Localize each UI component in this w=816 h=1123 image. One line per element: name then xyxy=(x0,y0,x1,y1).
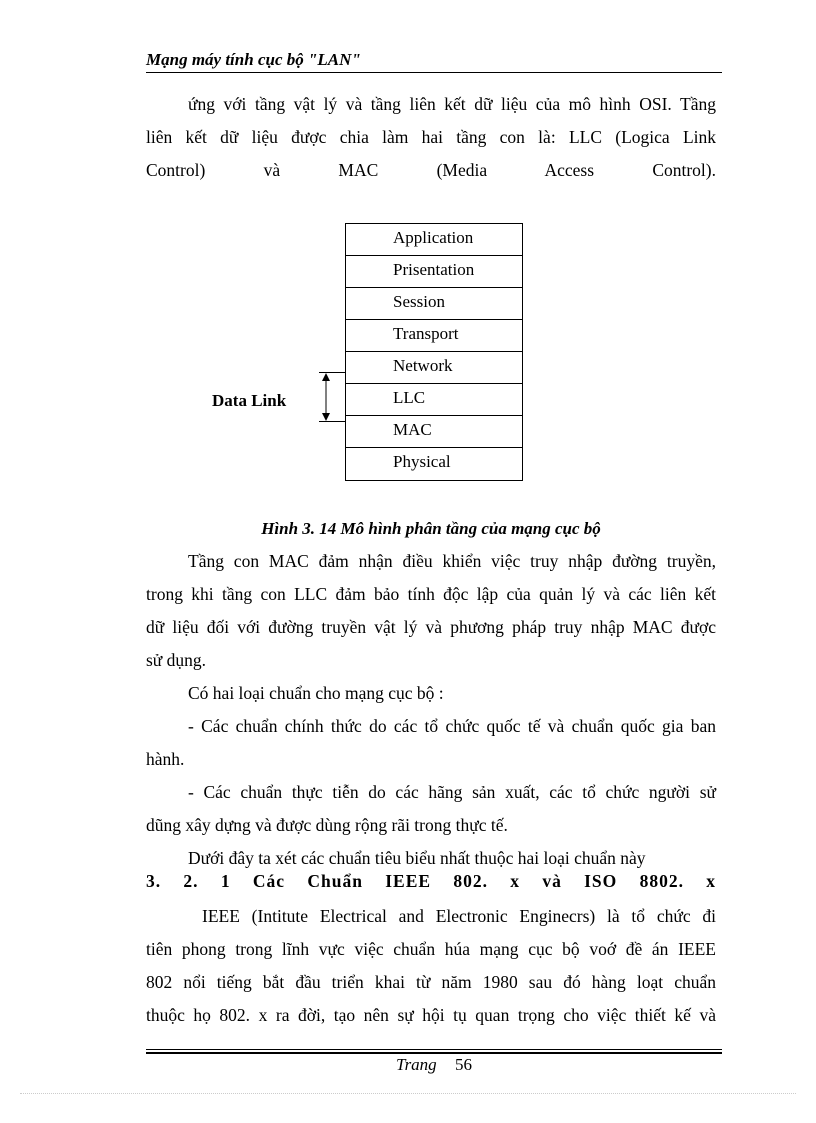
page-label: Trang xyxy=(396,1055,437,1074)
body-line: dữ liệu đối với đường truyền vật lý và phương pháp truy nhập MAC được xyxy=(146,617,716,637)
osi-layer-diagram xyxy=(345,223,523,481)
body-line: hành. xyxy=(146,749,185,769)
layer-llc: LLC xyxy=(346,384,522,416)
section-heading: 3. 2. 1 Các Chuẩn IEEE 802. x và ISO 8802. x xyxy=(146,871,716,891)
body-line: Tầng con MAC đảm nhận điều khiển việc truy nhập đường truyền, xyxy=(188,551,716,571)
footer-rule-thin xyxy=(146,1049,722,1050)
body-paragraph-4 xyxy=(146,776,716,842)
footer-rule-thick xyxy=(146,1052,722,1054)
body-line: - Các chuẩn chính thức do các tổ chức quốc tế và chuẩn quốc gia ban xyxy=(188,716,716,736)
layer-presentation: Prisentation xyxy=(346,256,522,288)
intro-line: liên kết dữ liệu được chia làm hai tầng con là: LLC (Logica Link xyxy=(146,127,716,147)
double-arrow-icon xyxy=(318,372,334,422)
layer-transport: Transport xyxy=(346,320,522,352)
layer-application: Application xyxy=(346,224,522,256)
datalink-label: Data Link xyxy=(212,391,287,410)
intro-line: Control) và MAC (Media Access Control). xyxy=(146,160,716,180)
layer-session: Session xyxy=(346,288,522,320)
page-footer xyxy=(146,1055,722,1075)
ieee-line: 802 nổi tiếng bắt đầu triển khai từ năm 1980 sau đó hàng loạt chuẩn xyxy=(146,972,716,992)
ieee-line: thuộc họ 802. x ra đời, tạo nên sự hội tụ quan trọng cho việc thiết kế và xyxy=(146,1005,716,1025)
body-line: - Các chuẩn thực tiễn do các hãng sản xuất, các tổ chức người sử xyxy=(188,782,716,802)
body-paragraph-2: Có hai loại chuẩn cho mạng cục bộ : xyxy=(188,683,444,703)
running-header: Mạng máy tính cục bộ "LAN" xyxy=(146,50,722,73)
figure-caption: Hình 3. 14 Mô hình phân tầng của mạng cục bộ xyxy=(261,519,601,538)
body-line: sử dụng. xyxy=(146,650,207,670)
intro-line: ứng với tầng vật lý và tầng liên kết dữ liệu của mô hình OSI. Tầng xyxy=(188,94,716,114)
ieee-paragraph xyxy=(146,900,716,1032)
body-line: trong khi tầng con LLC đảm bảo tính độc lập của quản lý và các liên kết xyxy=(146,584,716,604)
body-paragraph-3 xyxy=(146,710,716,776)
ieee-line: IEEE (Intitute Electrical and Electronic Enginecrs) là tổ chức đi xyxy=(202,906,716,926)
layer-mac: MAC xyxy=(346,416,522,448)
layer-network: Network xyxy=(346,352,522,384)
page-bottom-border xyxy=(20,1093,796,1094)
intro-paragraph xyxy=(146,88,716,187)
body-paragraph-1 xyxy=(146,545,716,677)
body-paragraph-5: Dưới đây ta xét các chuẩn tiêu biểu nhất thuộc hai loại chuẩn này xyxy=(188,848,646,868)
body-line: dũng xây dựng và được dùng rộng rãi trong thực tế. xyxy=(146,815,508,835)
ieee-line: tiên phong trong lĩnh vực việc chuẩn húa mạng cục bộ voớ đề án IEEE xyxy=(146,939,716,959)
page-number: 56 xyxy=(454,1055,472,1074)
layer-physical: Physical xyxy=(393,452,451,471)
